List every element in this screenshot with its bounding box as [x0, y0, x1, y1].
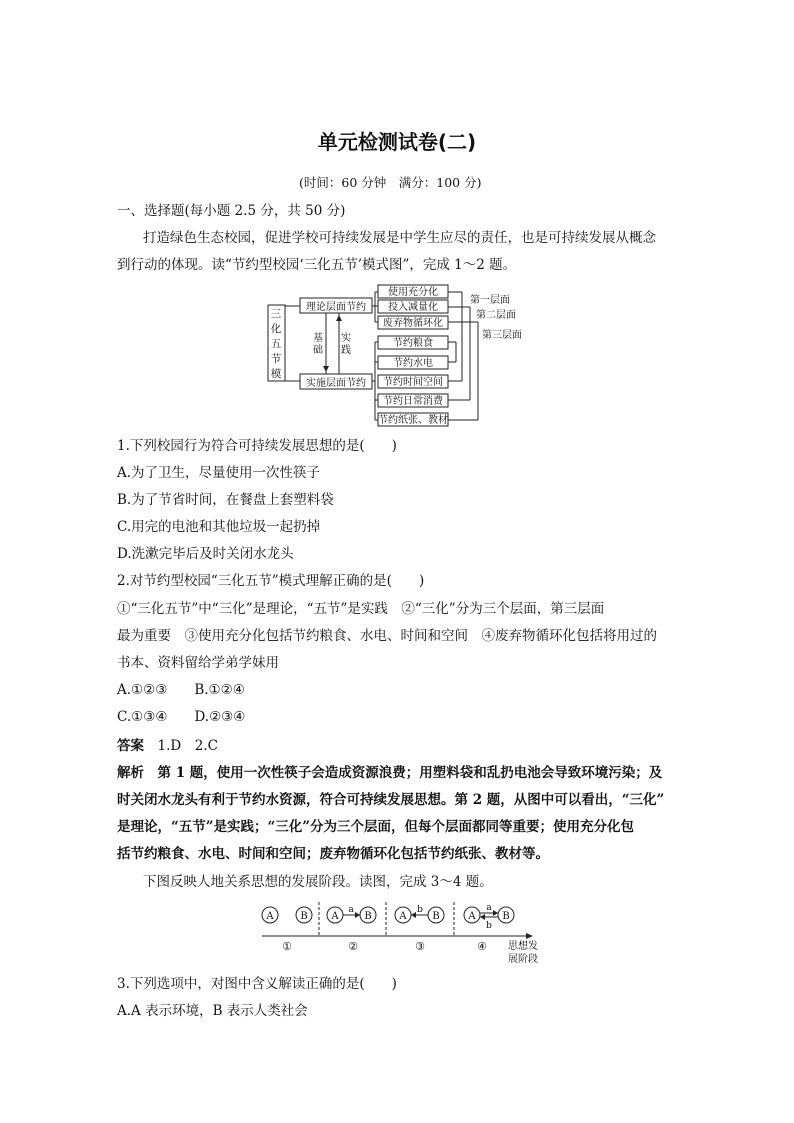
statement-line: ①“三化五节”中“三化”是理论，“五节”是实践 ②“三化”分为三个层面，第三层面 [117, 601, 605, 617]
question-stem: 3.下列选项中，对图中含义解读正确的是( ) [117, 976, 397, 992]
question-stem: 1.下列校园行为符合可持续发展思想的是( ) [117, 438, 397, 454]
node-b-label: B [432, 911, 440, 922]
human-earth-stages-diagram [254, 900, 554, 968]
arrow-b-label: b [486, 921, 492, 931]
item-label: 节约粮食 [393, 338, 433, 349]
item-label: 节约水电 [393, 358, 433, 369]
option: A.A 表示环境，B 表示人类社会 [117, 1003, 308, 1019]
option: B.为了节省时间，在餐盘上套塑料袋 [117, 492, 334, 508]
item-label: 废弃物循环化 [383, 318, 443, 329]
statement-line: 最为重要 ③使用充分化包括节约粮食、水电、时间和空间 ④废弃物循环化包括将用过的 [117, 628, 657, 644]
axis-label: 思想发 [508, 941, 538, 952]
analysis-line: 时关闭水龙头有利于节约水资源，符合可持续发展思想。第 2 题，从图中可以看出，“三化” [117, 792, 665, 808]
stage-label: ③ [415, 940, 425, 953]
layer-label: 第一层面 [470, 295, 510, 306]
item-label: 节约日常消费 [383, 396, 443, 407]
main-label-char: 模 [270, 368, 282, 380]
main-label-char: 三 [270, 308, 282, 320]
node-a-label: A [468, 911, 476, 922]
layer-label: 第二层面 [476, 310, 516, 321]
intro-line: 下图反映人地关系思想的发展阶段。读图，完成 3～4 题。 [143, 874, 493, 890]
arrow-b-label: b [417, 905, 423, 915]
axis-label: 展阶段 [508, 954, 538, 965]
main-label-char: 五 [270, 338, 282, 350]
question-stem: 2.对节约型校园“三化五节”模式理解正确的是( ) [117, 573, 425, 589]
option: A.为了卫生，尽量使用一次性筷子 [117, 465, 321, 481]
item-label: 投入减量化 [388, 302, 438, 313]
item-label: 节约时间空间 [383, 377, 443, 388]
stage-label: ② [348, 940, 358, 953]
node-b-label: B [300, 911, 308, 922]
intro-line: 到行动的体现。读“节约型校园‘三化五节’模式图”，完成 1～2 题。 [117, 257, 517, 273]
layer-label: 第三层面 [482, 330, 522, 341]
analysis-line: 是理论，“五节”是实践；“三化”分为三个层面，但每个层面都同等重要；使用充分化包 [117, 819, 635, 835]
analysis-label: 解析 [117, 765, 144, 781]
statement-line: 书本、资料留给学弟学妹用 [117, 655, 279, 671]
section-heading: 一、选择题(每小题 2.5 分，共 50 分) [117, 203, 346, 219]
theory-label: 理论层面节约 [306, 302, 366, 313]
node-a-label: A [331, 911, 339, 922]
arrow-a-label: a [348, 905, 354, 915]
page-title: 单元检测试卷(二) [317, 130, 477, 154]
answer-text: 1.D 2.C [157, 738, 218, 754]
analysis-line: 括节约粮食、水电、时间和空间；废弃物循环化包括节约纸张、教材等。 [117, 846, 549, 862]
option-row: A.①②③ B.①②④ [117, 682, 245, 698]
answer-line [117, 737, 218, 755]
node-b-label: B [502, 911, 510, 922]
answer-label: 答案 [117, 738, 144, 754]
item-label: 使用充分化 [388, 287, 438, 298]
option: D.洗漱完毕后及时关闭水龙头 [117, 546, 294, 562]
node-a-label: A [266, 911, 274, 922]
node-b-label: B [364, 911, 372, 922]
basis-char: 基 [313, 333, 323, 344]
three-five-model-diagram [266, 283, 536, 431]
analysis-line: 解析 第 1 题，使用一次性筷子会造成资源浪费；用塑料袋和乱扔电池会导致环境污染；及 [117, 765, 663, 781]
basis-char: 础 [313, 345, 323, 356]
practice-label: 实施层面节约 [306, 378, 366, 389]
item-label: 节约纸张、教材 [378, 415, 448, 426]
option-row: C.①③④ D.②③④ [117, 709, 246, 725]
practice-char: 践 [341, 345, 351, 356]
stage-label: ④ [477, 940, 487, 953]
arrow-a-label: a [486, 903, 492, 913]
practice-char: 实 [341, 333, 351, 344]
exam-subtitle: (时间：60 分钟 满分：100 分) [299, 175, 482, 190]
main-label-char: 化 [270, 323, 282, 335]
main-label-char: 节 [270, 353, 282, 365]
intro-line: 打造绿色生态校园，促进学校可持续发展是中学生应尽的责任，也是可持续发展从概念 [143, 230, 656, 246]
node-a-label: A [399, 911, 407, 922]
stage-label: ① [282, 940, 292, 953]
option: C.用完的电池和其他垃圾一起扔掉 [117, 519, 321, 535]
